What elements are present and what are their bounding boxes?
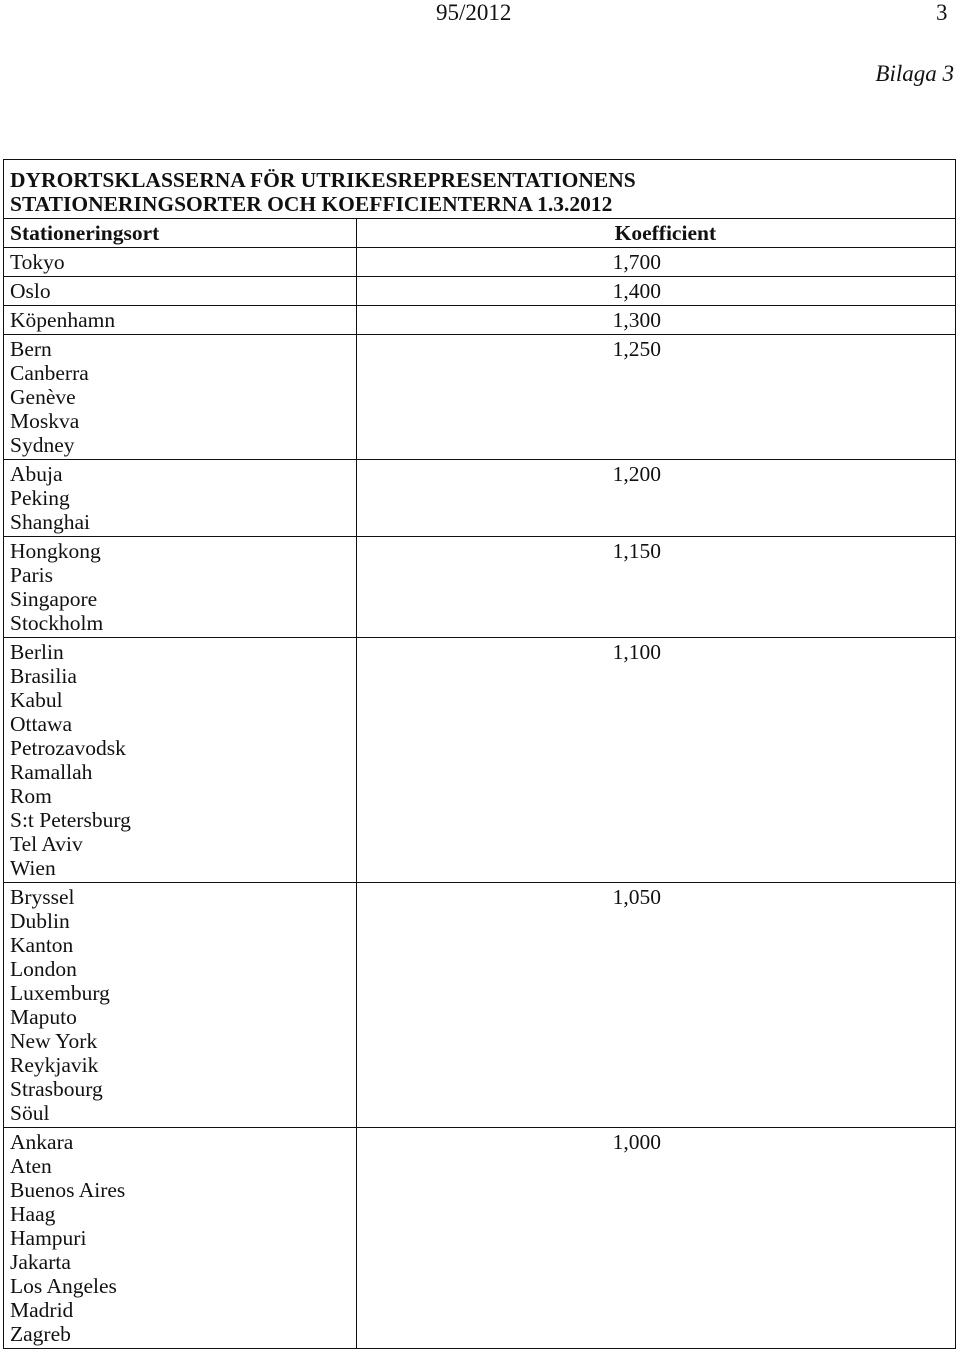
station-name: Ramallah [10,760,93,784]
station-name: London [10,957,77,981]
station-name: Kabul [10,688,63,712]
table-title-line-2: STATIONERINGSORTER OCH KOEFFICIENTERNA 1.3.2012 [10,192,613,216]
coefficient-value: 1,050 [356,883,955,1128]
table-body [4,160,956,1349]
station-name: Bryssel [10,885,75,909]
station-name: Los Angeles [10,1274,117,1298]
station-cell [4,306,357,335]
station-name: Wien [10,856,56,880]
station-name: Madrid [10,1298,74,1322]
station-name: Zagreb [10,1322,71,1346]
station-name: Peking [10,486,70,510]
table-row [4,638,956,883]
station-name: Shanghai [10,510,91,534]
table-row [4,306,956,335]
station-name: Stockholm [10,611,104,635]
station-name: Dublin [10,909,70,933]
station-cell [4,335,357,460]
table-row [4,460,956,537]
station-name: Hongkong [10,539,101,563]
station-name: Hampuri [10,1226,87,1250]
station-name: Abuja [10,462,63,486]
page-number: 3 [936,0,948,25]
station-name: Köpenhamn [10,308,116,332]
station-name: S:t Petersburg [10,808,131,832]
column-header-coefficient: Koefficient [356,219,955,248]
station-name: Tokyo [10,250,65,274]
column-header-station: Stationeringsort [4,219,357,248]
station-name: Aten [10,1154,52,1178]
table-row [4,1128,956,1349]
table-title-row [4,160,956,219]
station-name: Buenos Aires [10,1178,126,1202]
station-name: Sydney [10,433,75,457]
coefficient-value: 1,200 [356,460,955,537]
table-row [4,537,956,638]
coefficient-value: 1,700 [356,248,955,277]
station-name: Bern [10,337,52,361]
coefficient-table [3,159,956,1349]
station-name: Haag [10,1202,56,1226]
station-name: Petrozavodsk [10,736,126,760]
issue-number: 95/2012 [436,0,512,25]
station-name: Berlin [10,640,64,664]
appendix-label: Bilaga 3 [875,61,954,86]
coefficient-value: 1,250 [356,335,955,460]
station-name: Jakarta [10,1250,71,1274]
station-name: Tel Aviv [10,832,83,856]
coefficient-value: 1,100 [356,638,955,883]
coefficient-value: 1,150 [356,537,955,638]
station-name: New York [10,1029,98,1053]
station-name: Luxemburg [10,981,110,1005]
station-name: Singapore [10,587,98,611]
station-name: Rom [10,784,52,808]
coefficient-value: 1,400 [356,277,955,306]
table-row [4,335,956,460]
table-row [4,277,956,306]
station-name: Brasilia [10,664,77,688]
station-cell [4,248,357,277]
column-header-row [4,219,956,248]
station-cell [4,638,357,883]
station-cell [4,883,357,1128]
station-name: Moskva [10,409,80,433]
coefficient-value: 1,000 [356,1128,955,1349]
table-title-line-1: DYRORTSKLASSERNA FÖR UTRIKESREPRESENTATIONENS [10,168,636,192]
station-name: Reykjavik [10,1053,99,1077]
page-header [0,0,960,30]
coefficient-value: 1,300 [356,306,955,335]
station-name: Ankara [10,1130,74,1154]
station-name: Canberra [10,361,89,385]
station-name: Ottawa [10,712,73,736]
station-cell [4,537,357,638]
station-name: Söul [10,1101,50,1125]
station-name: Maputo [10,1005,77,1029]
station-name: Kanton [10,933,74,957]
station-name: Oslo [10,279,51,303]
station-cell [4,1128,357,1349]
station-name: Paris [10,563,53,587]
table-row [4,883,956,1128]
station-name: Strasbourg [10,1077,103,1101]
table-title [4,160,956,219]
table-row [4,248,956,277]
station-cell [4,460,357,537]
station-name: Genève [10,385,76,409]
station-cell [4,277,357,306]
